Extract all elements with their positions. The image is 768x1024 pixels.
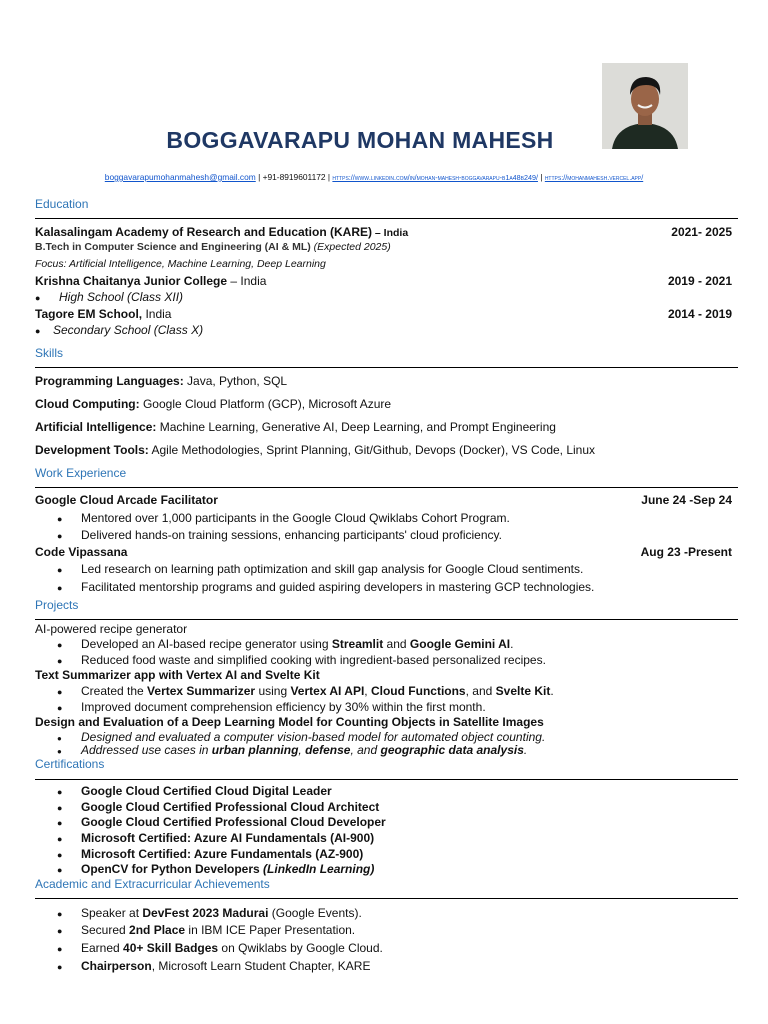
text: Speaker at: [81, 906, 143, 920]
email-link[interactable]: boggavarapumohanmahesh@gmail.com: [104, 172, 256, 182]
bullet-icon: ●: [35, 326, 41, 336]
certification: OpenCV for Python Developers: [81, 862, 264, 876]
certification-provider: (LinkedIn Learning): [263, 862, 375, 876]
project-title: Design and Evaluation of a Deep Learning Model for Counting Objects in Satellite Images: [35, 715, 544, 729]
text: Vertex Summarizer: [147, 684, 256, 698]
education-entry-krishna: [35, 274, 266, 288]
education-dates: 2014 - 2019: [667, 307, 732, 321]
bullet-icon: ●: [57, 640, 63, 650]
text: Earned: [81, 941, 124, 955]
degree: [35, 241, 391, 253]
bullet-icon: ●: [57, 803, 63, 813]
text: , and: [465, 684, 496, 698]
text: .: [510, 637, 514, 651]
text: ,: [298, 743, 306, 757]
list-item: [57, 511, 510, 525]
portfolio-link[interactable]: https://mohanmahesh.vercel.app/: [544, 173, 644, 182]
degree-expected: (Expected 2025): [313, 241, 391, 253]
text: Improved document comprehension efficiency by 30% within the first month.: [81, 700, 486, 714]
separator: |: [258, 172, 261, 182]
bullet-icon: ●: [57, 818, 63, 828]
section-heading-certifications: Certifications: [35, 757, 105, 771]
list-item: [57, 528, 502, 542]
candidate-name: BOGGAVARAPU MOHAN MAHESH: [166, 127, 554, 153]
institution-location: – India: [227, 274, 267, 288]
job-dates: June 24 -Sep 24: [641, 493, 732, 507]
section-heading-achievements: Academic and Extracurricular Achievements: [35, 877, 270, 891]
skill-value: Machine Learning, Generative AI, Deep Learning, and Prompt Engineering: [156, 420, 556, 434]
text: 40+ Skill Badges: [123, 941, 219, 955]
list-item: [57, 637, 513, 651]
bullet-icon: ●: [57, 926, 63, 936]
list-item: [57, 941, 383, 955]
text: Google Gemini AI: [409, 637, 511, 651]
phone: +91-8919601172: [262, 172, 326, 182]
list-item: [57, 959, 370, 973]
list-item: [57, 906, 362, 920]
bullet-icon: ●: [57, 834, 63, 844]
bullet-icon: ●: [57, 656, 63, 666]
section-rule: [35, 898, 738, 899]
skill-value: Google Cloud Platform (GCP), Microsoft Azure: [139, 397, 392, 411]
bullet-icon: ●: [57, 514, 63, 524]
text: .: [523, 743, 528, 757]
list-item: [57, 800, 379, 814]
section-heading-projects: Projects: [35, 598, 79, 612]
skill-label: Development Tools:: [35, 443, 149, 457]
degree-name: B.Tech in Computer Science and Engineering (AI & ML): [35, 241, 311, 253]
text: using: [255, 684, 291, 698]
bullet-icon: ●: [57, 734, 62, 743]
text: Designed and evaluated a computer vision-based model for automated object counting.: [81, 730, 546, 744]
section-rule: [35, 367, 738, 368]
bullet-icon: ●: [57, 944, 63, 954]
text: Addressed use cases in: [81, 743, 212, 757]
bullet-icon: ●: [57, 909, 63, 919]
list-item: [57, 862, 374, 876]
project-title: Text Summarizer app with Vertex AI and Svelte Kit: [35, 668, 320, 682]
text: and: [383, 637, 410, 651]
text: Secured: [81, 923, 130, 937]
text: Developed an AI-based recipe generator using: [81, 637, 332, 651]
skill-value: Java, Python, SQL: [183, 374, 288, 388]
text: Reduced food waste and simplified cooking with ingredient-based personalized recipes.: [81, 653, 546, 667]
bullet-icon: ●: [57, 850, 63, 860]
list-item: [57, 831, 374, 845]
skill-value: Agile Methodologies, Sprint Planning, Git/Github, Devops (Docker), VS Code, Linux: [148, 443, 596, 457]
bullet-icon: ●: [35, 293, 41, 303]
separator: |: [327, 172, 331, 182]
section-rule: [35, 218, 738, 219]
contact-line: [0, 172, 748, 182]
education-entry-kare: [35, 225, 408, 239]
list-item: [57, 847, 363, 861]
education-entry-tagore: [35, 307, 171, 321]
bullet-icon: ●: [57, 703, 63, 713]
section-rule: [35, 619, 738, 620]
education-detail: Secondary School (Class X): [53, 323, 204, 337]
institution-name: Krishna Chaitanya Junior College: [35, 274, 228, 288]
text: (Google Events).: [268, 906, 362, 920]
bullet-icon: ●: [57, 583, 63, 593]
text: geographic data analysis: [380, 743, 524, 757]
list-item: [35, 290, 183, 304]
section-rule: [35, 779, 738, 780]
text: , Microsoft Learn Student Chapter, KARE: [151, 959, 371, 973]
text: in IBM ICE Paper Presentation.: [185, 923, 356, 937]
text: ,: [364, 684, 371, 698]
text: Streamlit: [331, 637, 384, 651]
text: Created the: [81, 684, 148, 698]
section-heading-skills: Skills: [35, 346, 64, 360]
education-dates: 2021- 2025: [671, 225, 732, 239]
certification: Google Cloud Certified Professional Cloud Developer: [81, 815, 386, 829]
bullet-icon: ●: [57, 787, 63, 797]
list-item: [57, 700, 486, 714]
education-focus: Focus: Artificial Intelligence, Machine Learning, Deep Learning: [35, 258, 326, 270]
linkedin-link[interactable]: https://www.linkedin.com/in/mohan-mahesh-boggavarapu-b1a48b249/: [332, 173, 538, 182]
job-dates: Aug 23 -Present: [640, 545, 732, 559]
list-item: [57, 580, 594, 594]
list-item: [57, 923, 355, 937]
bullet-icon: ●: [57, 565, 63, 575]
text: on Qwiklabs by Google Cloud.: [218, 941, 383, 955]
section-rule: [35, 487, 738, 488]
list-item: [35, 323, 203, 337]
job-title: Google Cloud Arcade Facilitator: [35, 493, 218, 507]
skill-row: [35, 443, 595, 457]
education-detail: High School (Class XII): [59, 290, 184, 304]
bullet-icon: ●: [57, 531, 63, 541]
institution-name: Kalasalingam Academy of Research and Education (KARE): [35, 225, 372, 239]
section-heading-education: Education: [35, 197, 89, 211]
text: Svelte Kit: [495, 684, 551, 698]
certification: Microsoft Certified: Azure Fundamentals (AZ-900): [81, 847, 364, 861]
list-item: [57, 653, 546, 667]
list-item: [57, 784, 332, 798]
skill-label: Artificial Intelligence:: [35, 420, 157, 434]
text: .: [550, 684, 554, 698]
separator: |: [540, 172, 543, 182]
list-item: [57, 730, 545, 744]
skill-row: [35, 420, 556, 434]
certification: Google Cloud Certified Cloud Digital Leader: [81, 784, 332, 798]
institution-location: – India: [371, 227, 409, 239]
skill-row: [35, 397, 391, 411]
job-bullet: Delivered hands-on training sessions, enhancing participants' cloud proficiency.: [81, 528, 502, 542]
skill-label: Programming Languages:: [35, 374, 184, 388]
text: urban planning: [211, 743, 299, 757]
job-bullet: Led research on learning path optimization and skill gap analysis for Google Cloud sentiments.: [81, 562, 584, 576]
bullet-icon: ●: [57, 865, 63, 875]
education-dates: 2019 - 2021: [667, 274, 732, 288]
certification: Google Cloud Certified Professional Cloud Architect: [81, 800, 380, 814]
institution-name: Tagore EM School,: [35, 307, 143, 321]
text: Chairperson: [81, 959, 152, 973]
text: 2nd Place: [129, 923, 186, 937]
skill-label: Cloud Computing:: [35, 397, 140, 411]
text: Cloud Functions: [370, 684, 466, 698]
list-item: [57, 684, 554, 698]
list-item: [57, 815, 386, 829]
certification: Microsoft Certified: Azure AI Fundamentals (AI-900): [81, 831, 375, 845]
bullet-icon: ●: [57, 747, 62, 756]
institution-location: India: [142, 307, 172, 321]
job-bullet: Mentored over 1,000 participants in the Google Cloud Qwiklabs Cohort Program.: [81, 511, 510, 525]
job-bullet: Facilitated mentorship programs and guided aspiring developers in mastering GCP technologies.: [81, 580, 595, 594]
text: , and: [350, 743, 381, 757]
job-title: Code Vipassana: [35, 545, 128, 559]
bullet-icon: ●: [57, 962, 63, 972]
list-item: [57, 743, 527, 757]
project-title: AI-powered recipe generator: [35, 622, 188, 636]
skill-row: [35, 374, 287, 388]
text: defense: [305, 743, 351, 757]
bullet-icon: ●: [57, 687, 63, 697]
section-heading-work: Work Experience: [35, 466, 127, 480]
text: Vertex AI API: [290, 684, 365, 698]
list-item: [57, 562, 583, 576]
text: DevFest 2023 Madurai: [142, 906, 269, 920]
